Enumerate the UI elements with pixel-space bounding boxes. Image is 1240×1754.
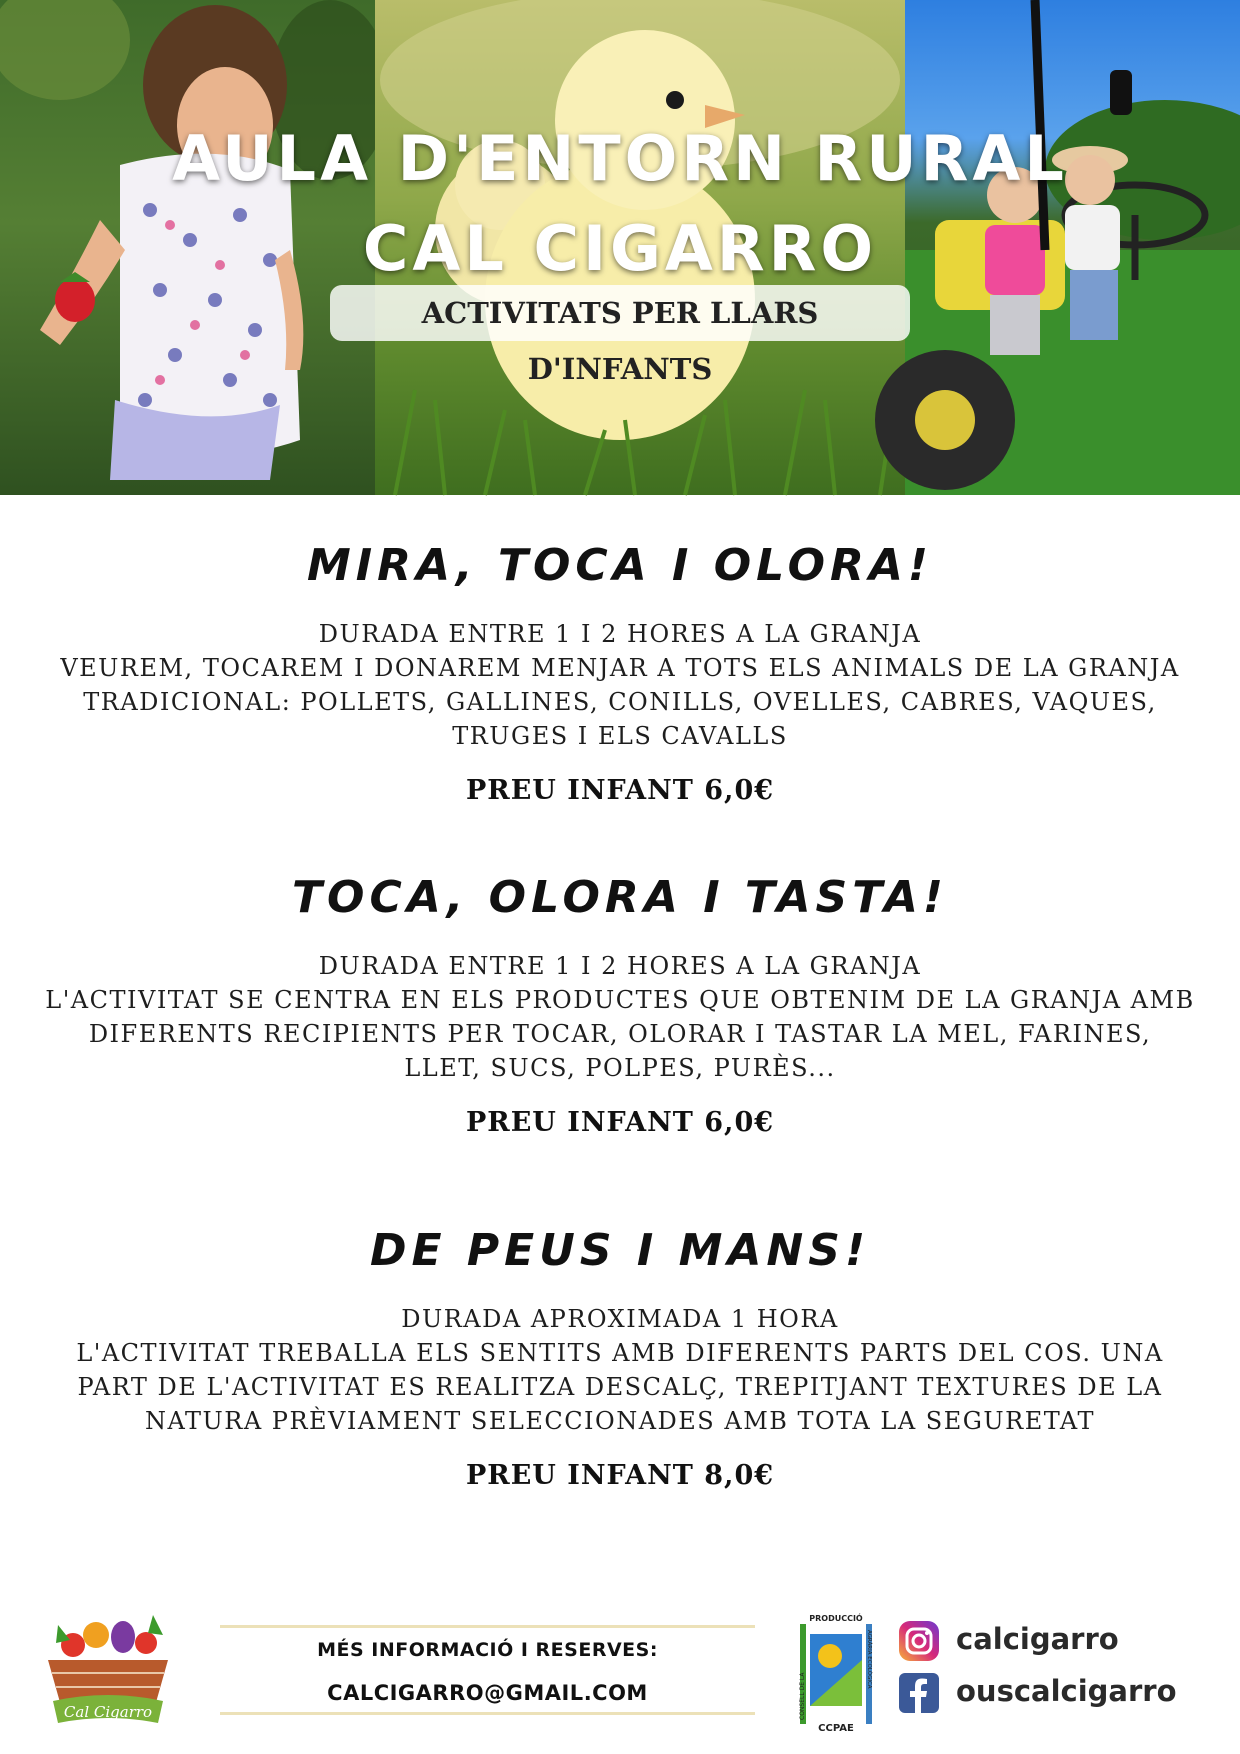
contact-email-link[interactable]: CALCIGARRO@GMAIL.COM [327,1681,648,1705]
instagram-handle: calcigarro [956,1622,1119,1656]
activity-description [30,949,1210,1085]
hero-subtitle: ACTIVITATS PER LLARS D'INFANTS [330,285,910,341]
svg-text:CCPAE: CCPAE [818,1723,854,1734]
activity-section [30,540,1210,806]
facebook-icon [898,1672,940,1714]
facebook-handle: ouscalcigarro [956,1674,1177,1708]
hero-banner [0,0,1240,495]
activity-price: PREU INFANT 8,0€ [465,1460,775,1491]
hero-title-line2: CAL CIGARRO [362,212,878,285]
svg-text:CONSELL DE LA: CONSELL DE LA [799,1672,806,1720]
activity-duration: DURADA ENTRE 1 I 2 HORES A LA GRANJA [318,952,922,980]
activity-text-line: DIFERENTS RECIPIENTS PER TOCAR, OLORAR I TASTAR LA MEL, FARINES, [88,1020,1152,1048]
activity-text-line: TRUGES I ELS CAVALLS [452,722,788,750]
activity-section [30,872,1210,1138]
activity-title: DE PEUS I MANS! [369,1225,871,1276]
info-rule-top [220,1625,755,1628]
info-reservations-box [220,1625,755,1715]
activity-price: PREU INFANT 6,0€ [465,775,775,806]
svg-text:Cal Cigarro: Cal Cigarro [63,1703,153,1721]
activity-title: MIRA, TOCA I OLORA! [307,540,933,591]
activity-text-line: NATURA PRÈVIAMENT SELECCIONADES AMB TOTA LA SEGURETAT [145,1407,1095,1435]
svg-text:AGRÀRIA ECOLÒGICA: AGRÀRIA ECOLÒGICA [866,1630,872,1689]
activity-price: PREU INFANT 6,0€ [465,1107,775,1138]
info-label: MÉS INFORMACIÓ I RESERVES: [317,1639,658,1661]
activity-text-line: PART DE L'ACTIVITAT ES REALITZA DESCALÇ, TREPITJANT TEXTURES DE LA [77,1373,1163,1401]
activity-duration: DURADA ENTRE 1 I 2 HORES A LA GRANJA [318,620,922,648]
hero-title-line1: AULA D'ENTORN RURAL [172,122,1068,195]
activity-section [30,1225,1210,1491]
activity-duration: DURADA APROXIMADA 1 HORA [401,1305,839,1333]
activity-text-line: TRADICIONAL: POLLETS, GALLINES, CONILLS, OVELLES, CABRES, VAQUES, [83,688,1157,716]
activity-text-line: VEUREM, TOCAREM I DONAREM MENJAR A TOTS ELS ANIMALS DE LA GRANJA [60,654,1180,682]
svg-text:PRODUCCIÓ: PRODUCCIÓ [809,1614,863,1623]
instagram-icon [898,1620,940,1662]
activity-text-line: LLET, SUCS, POLPES, PURÈS... [404,1054,836,1082]
ccpae-certification-logo [800,1610,872,1736]
activity-description [30,1302,1210,1438]
activity-title: TOCA, OLORA I TASTA! [292,872,948,923]
activity-text-line: L'ACTIVITAT TREBALLA ELS SENTITS AMB DIFERENTS PARTS DEL COS. UNA [76,1339,1164,1367]
activity-text-line: L'ACTIVITAT SE CENTRA EN ELS PRODUCTES QUE OBTENIM DE LA GRANJA AMB [45,986,1195,1014]
activity-description [30,617,1210,753]
cal-cigarro-logo [38,1605,178,1735]
info-rule-bottom [220,1712,755,1715]
